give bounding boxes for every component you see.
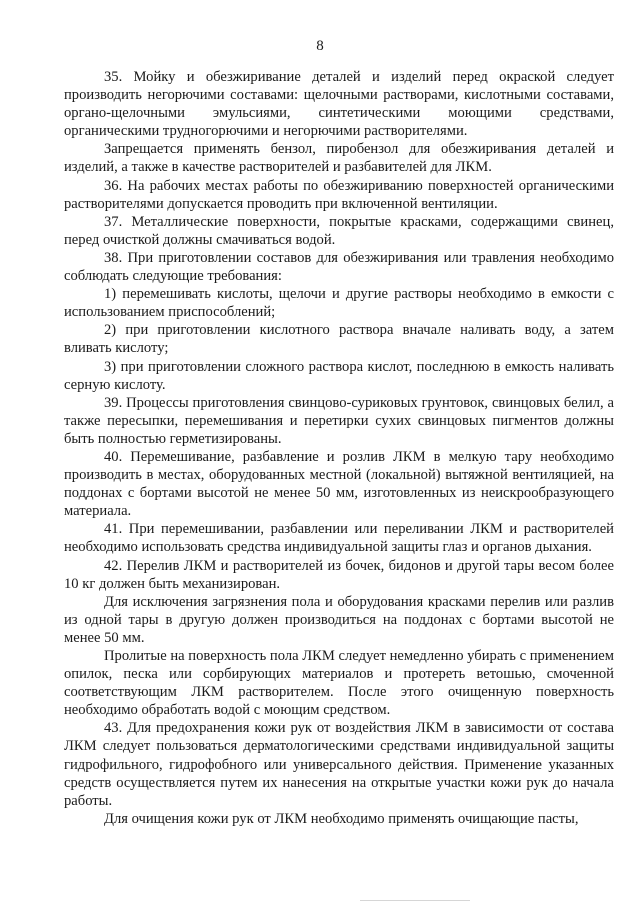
page-number: 8 xyxy=(316,38,324,54)
paragraph-39: 39. Процессы приготовления свинцово-суриковых грунтовок, свинцовых белил, а также пересыпки, перемешивания и перетирки сухих свинцовых пигментов должны быть полностью герметизированы. xyxy=(64,394,614,447)
document-body xyxy=(64,68,614,828)
paragraph-40: 40. Перемешивание, разбавление и розлив ЛКМ в мелкую тару необходимо производить в местах, оборудованных местной (локальной) вытяжной вентиляцией, на поддонах с бортами высотой не менее 50 мм, изготовленных из неискрообразующего материала. xyxy=(64,448,614,520)
paragraph-36: 36. На рабочих местах работы по обезжириванию поверхностей органическими растворителями допускается проводить при включенной вентиляции. xyxy=(64,177,614,212)
list-item-3: 3) при приготовлении сложного раствора кислот, последнюю в емкость наливать серную кислоту. xyxy=(64,358,614,393)
paragraph-38: 38. При приготовлении составов для обезжиривания или травления необходимо соблюдать следующие требования: xyxy=(64,249,614,285)
paragraph-skin-cleaning: Для очищения кожи рук от ЛКМ необходимо применять очищающие пасты, xyxy=(104,810,579,827)
paragraph-43: 43. Для предохранения кожи рук от воздействия ЛКМ в зависимости от состава ЛКМ следует пользоваться дерматологическими средствами индивидуальной защиты гидрофильного, гидрофобного или универсального действия. Применение указанных средств осуществляется путем их нанесения на открытые участки кожи рук до начала работы. xyxy=(64,720,614,809)
paragraph-spill-cleanup: Пролитые на поверхность пола ЛКМ следует немедленно убирать с применением опилок, песка или сорбирующих материалов и протереть ветошью, смоченной соответствующим ЛКМ растворителем. После этого очищенную поверхность необходимо обработать водой с моющим средством. xyxy=(64,648,614,719)
paragraph-37: 37. Металлические поверхности, покрытые красками, содержащими свинец, перед очисткой должны смачиваться водой. xyxy=(64,213,614,248)
paragraph-41: 41. При перемешивании, разбавлении или переливании ЛКМ и растворителей необходимо использовать средства индивидуальной защиты глаз и органов дыхания. xyxy=(64,521,614,556)
bottom-rule xyxy=(360,900,470,901)
paragraph-42: 42. Перелив ЛКМ и растворителей из бочек, бидонов и другой тары весом более 10 кг должен быть механизирован. xyxy=(64,557,614,592)
paragraph-floor-contamination: Для исключения загрязнения пола и оборудования красками перелив или разлив из одной тары в другую должен производиться на поддонах с бортами высотой не менее 50 мм. xyxy=(64,593,614,646)
list-item-1: 1) перемешивать кислоты, щелочи и другие растворы необходимо в емкости с использованием приспособлений; xyxy=(64,286,614,321)
paragraph-35: 35. Мойку и обезжиривание деталей и изделий перед окраской следует производить негорючими составами: щелочными растворами, кислотными составами, органо-щелочными эмульсиями, синтетическими моющими средствами, органическими трудногорючими и негорючими растворителями. xyxy=(64,69,614,140)
list-item-2: 2) при приготовлении кислотного раствора вначале наливать воду, а затем вливать кислоту; xyxy=(64,322,614,357)
paragraph-benzene-prohibition: Запрещается применять бензол, пиробензол для обезжиривания деталей и изделий, а также в качестве растворителей и разбавителей для ЛКМ. xyxy=(64,141,614,176)
